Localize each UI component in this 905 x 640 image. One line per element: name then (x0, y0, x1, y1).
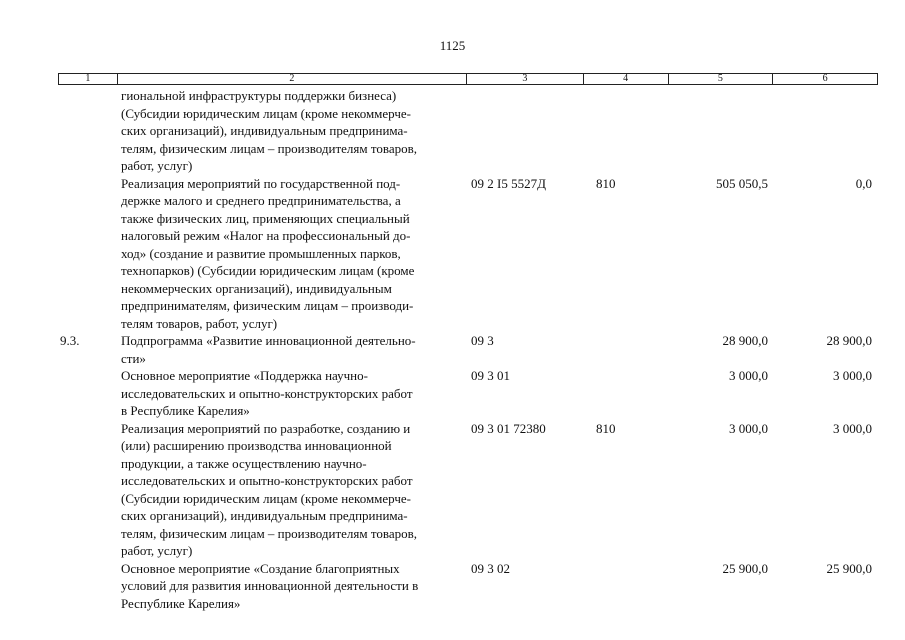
row-sum-2: 3 000,0 (833, 420, 872, 436)
row-sum-1: 3 000,0 (729, 420, 768, 436)
row-number (58, 560, 117, 613)
row-sum-2: 25 900,0 (826, 560, 872, 576)
row-sum-1: 25 900,0 (722, 560, 768, 576)
row-expense-type (584, 367, 669, 420)
row-sum-2: 3 000,0 (833, 368, 872, 383)
column-header-6: 6 (822, 73, 828, 84)
row-name: Реализация мероприятий по разработке, созданию и (или) расширению производства инновационной продукции, а также осуществлению научно- исследовательских и опытно-конструкторских работ (Субсидии юридическим лицам (кроме некоммерче- ских организаций), индивидуальным предпринима- телям, физическим лицам – производителям товаров, работ, услуг) (121, 420, 417, 558)
row-name: Основное мероприятие «Создание благоприятных условий для развития инновационной деятельности в Республике Карелия» (121, 560, 419, 611)
table-row (58, 87, 878, 175)
row-number (58, 367, 117, 420)
row-name: гиональной инфраструктуры поддержки бизнеса) (Субсидии юридическим лицам (кроме некоммерче- ских организаций), индивидуальным предпринима- телям, физическим лицам – производителям товаров, работ, услуг) (121, 88, 417, 173)
column-header-4: 4 (584, 74, 669, 84)
row-number (58, 420, 117, 560)
table-row (58, 332, 878, 367)
row-name: Реализация мероприятий по государственной под- держке малого и среднего предпринимательства, а также физических лиц, применяющих специальный налоговый режим «Налог на профессиональный до- ход» (создание и развитие промышленных парков, технопарков) (Субсидии юридическим лицам (кроме некоммерческих организаций), индивидуальным предпринимателям, физическим лицам – производи- телям товаров, работ, услуг) (121, 175, 415, 331)
column-header-5: 5 (669, 74, 774, 84)
row-expense-type (584, 560, 669, 613)
row-expense-type (584, 332, 669, 367)
row-sum-2 (774, 87, 878, 175)
row-code: 09 3 01 (471, 368, 510, 383)
table-row (58, 367, 878, 420)
row-expense-type (584, 87, 669, 175)
row-name: Подпрограмма «Развитие инновационной деятельно- сти» (121, 333, 416, 366)
table-body (58, 87, 878, 612)
table-header (58, 73, 878, 85)
page-number: 1125 (439, 38, 466, 53)
row-number (58, 175, 117, 333)
row-code: 09 3 02 (471, 560, 510, 576)
column-header-3: 3 (467, 74, 584, 84)
row-sum-1 (669, 87, 774, 175)
row-expense-type: 810 (596, 175, 616, 191)
table-row (58, 175, 878, 333)
row-sum-2: 0,0 (855, 175, 872, 191)
row-sum-1: 3 000,0 (729, 368, 768, 383)
row-code (467, 87, 584, 175)
column-header-2: 2 (118, 74, 467, 84)
row-sum-1: 505 050,5 (716, 175, 768, 191)
column-header-1: 1 (59, 74, 118, 84)
row-code: 09 3 01 72380 (471, 420, 546, 436)
row-code: 09 2 I5 5527Д (471, 175, 546, 191)
row-number: 9.3. (60, 333, 80, 348)
row-sum-2: 28 900,0 (826, 333, 872, 348)
row-sum-1: 28 900,0 (722, 333, 768, 348)
table-row (58, 420, 878, 560)
row-number (58, 87, 117, 175)
row-code: 09 3 (471, 333, 494, 348)
row-expense-type: 810 (596, 420, 616, 436)
table-row (58, 560, 878, 613)
row-name: Основное мероприятие «Поддержка научно- исследовательских и опытно-конструкторских работ в Республике Карелия» (121, 368, 413, 418)
